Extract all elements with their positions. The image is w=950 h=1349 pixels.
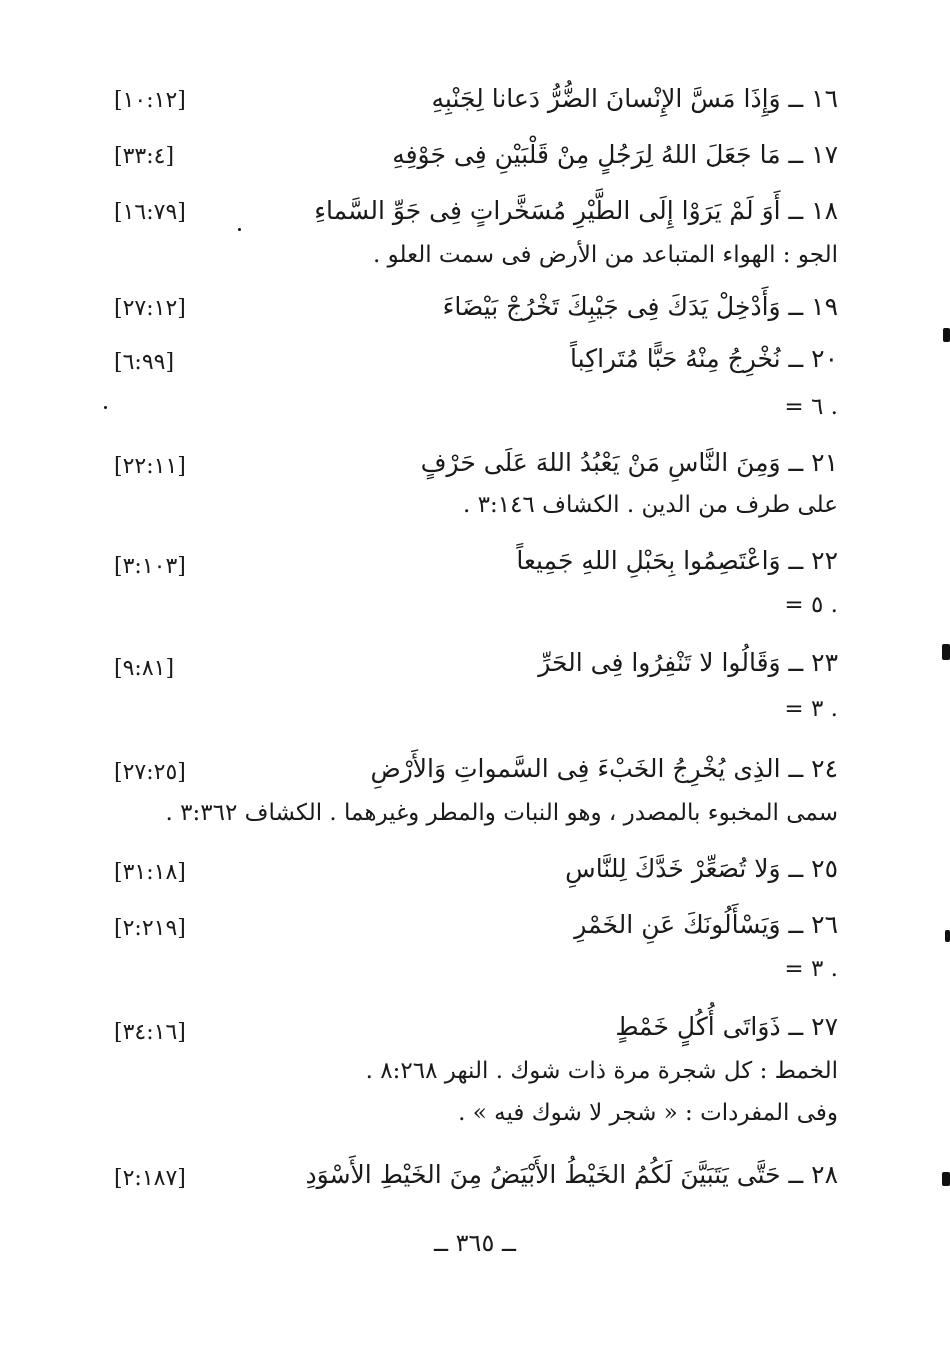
entry-text-20: ٢٠ ــ نُخْرِجُ مِنْهُ حَبًّا مُتَراكِباً <box>570 344 838 373</box>
entry-note-24: سمى المخبوء بالمصدر ، وهو النبات والمطر وغيرهما . الكشاف ٣:٣٦٢ . <box>165 800 838 826</box>
scan-mark <box>945 930 950 942</box>
entry-text-17: ١٧ ــ مَا جَعَلَ اللهُ لِرَجُلٍ مِنْ قَلْبَيْنِ فِى جَوْفِهِ <box>392 140 838 169</box>
entry-note-18: الجو : الهواء المتباعد من الأرض فى سمت العلو . <box>372 242 838 268</box>
entry-ref-20: [٦:٩٩] <box>114 350 175 375</box>
entry-ref-17: [٣٣:٤] <box>114 144 175 169</box>
entry-ref-18: [١٦:٧٩] <box>114 200 186 225</box>
entry-note2-27: وفى المفردات : « شجر لا شوك فيه » . <box>458 1100 838 1126</box>
entry-note-27: الخمط : كل شجرة مرة ذات شوك . النهر ٨:٢٦٨ . <box>365 1058 838 1084</box>
entry-ref-25: [٣١:١٨] <box>114 860 186 885</box>
entry-note-21: على طرف من الدين . الكشاف ٣:١٤٦ . <box>463 492 838 518</box>
scan-mark <box>943 328 950 342</box>
entry-ref-28: [٢:١٨٧] <box>114 1166 186 1191</box>
entry-ref-16: [١٠:١٢] <box>114 88 186 113</box>
entry-text-19: ١٩ ــ وَأَدْخِلْ يَدَكَ فِى جَيْبِكَ تَخْرُجْ بَيْضَاءَ <box>442 292 838 321</box>
entry-note-23: = ٣ . <box>784 696 838 722</box>
scan-mark <box>942 1172 950 1186</box>
entry-text-27: ٢٧ ــ ذَوَاتَى أُكُلٍ خَمْطٍ <box>615 1012 838 1041</box>
entry-ref-19: [٢٧:١٢] <box>114 296 186 321</box>
entry-note-20: = ٦ . <box>784 394 838 420</box>
entry-note-22: = ٥ . <box>784 592 838 618</box>
entry-ref-22: [٣:١٠٣] <box>114 554 186 579</box>
entry-text-18: ١٨ ــ أَوَ لَمْ يَرَوْا إِلَى الطَّيْرِ مُسَخَّراتٍ فِى جَوِّ السَّماءِ <box>314 196 838 225</box>
entry-text-16: ١٦ ــ وَإِذَا مَسَّ الإِنْسانَ الضُّرُّ دَعانا لِجَنْبِهِ <box>431 84 838 113</box>
scan-dot <box>104 406 107 409</box>
entry-ref-27: [٣٤:١٦] <box>114 1020 186 1045</box>
entry-text-28: ٢٨ ــ حَتَّى يَتَبَيَّنَ لَكُمُ الخَيْطُ الأَبْيَضُ مِنَ الخَيْطِ الأَسْوَدِ <box>305 1160 838 1189</box>
entry-text-21: ٢١ ــ وَمِنَ النَّاسِ مَنْ يَعْبُدُ اللهَ عَلَى حَرْفٍ <box>420 448 838 477</box>
page-number: ــ ٣٦٥ ــ <box>433 1229 517 1257</box>
entry-ref-24: [٢٧:٢٥] <box>114 760 186 785</box>
entry-note-26: = ٣ . <box>784 956 838 982</box>
entry-ref-21: [٢٢:١١] <box>114 454 186 479</box>
entry-text-24: ٢٤ ــ الذِى يُخْرِجُ الخَبْءَ فِى السَّمواتِ وَالأَرْضِ <box>370 754 838 783</box>
scan-mark <box>942 644 950 660</box>
entry-ref-26: [٢:٢١٩] <box>114 916 186 941</box>
entry-text-22: ٢٢ ــ وَاعْتَصِمُوا بِحَبْلِ اللهِ جَمِيعاً <box>516 546 838 575</box>
entry-text-23: ٢٣ ــ وَقَالُوا لا تَنْفِرُوا فِى الحَرِّ <box>538 648 838 677</box>
entry-text-26: ٢٦ ــ وَيَسْأَلُونَكَ عَنِ الخَمْرِ <box>574 910 838 939</box>
scan-dot <box>238 228 241 231</box>
entry-ref-23: [٩:٨١] <box>114 656 175 681</box>
entry-text-25: ٢٥ ــ وَلا تُصَعِّرْ خَدَّكَ لِلنَّاسِ <box>565 854 838 883</box>
